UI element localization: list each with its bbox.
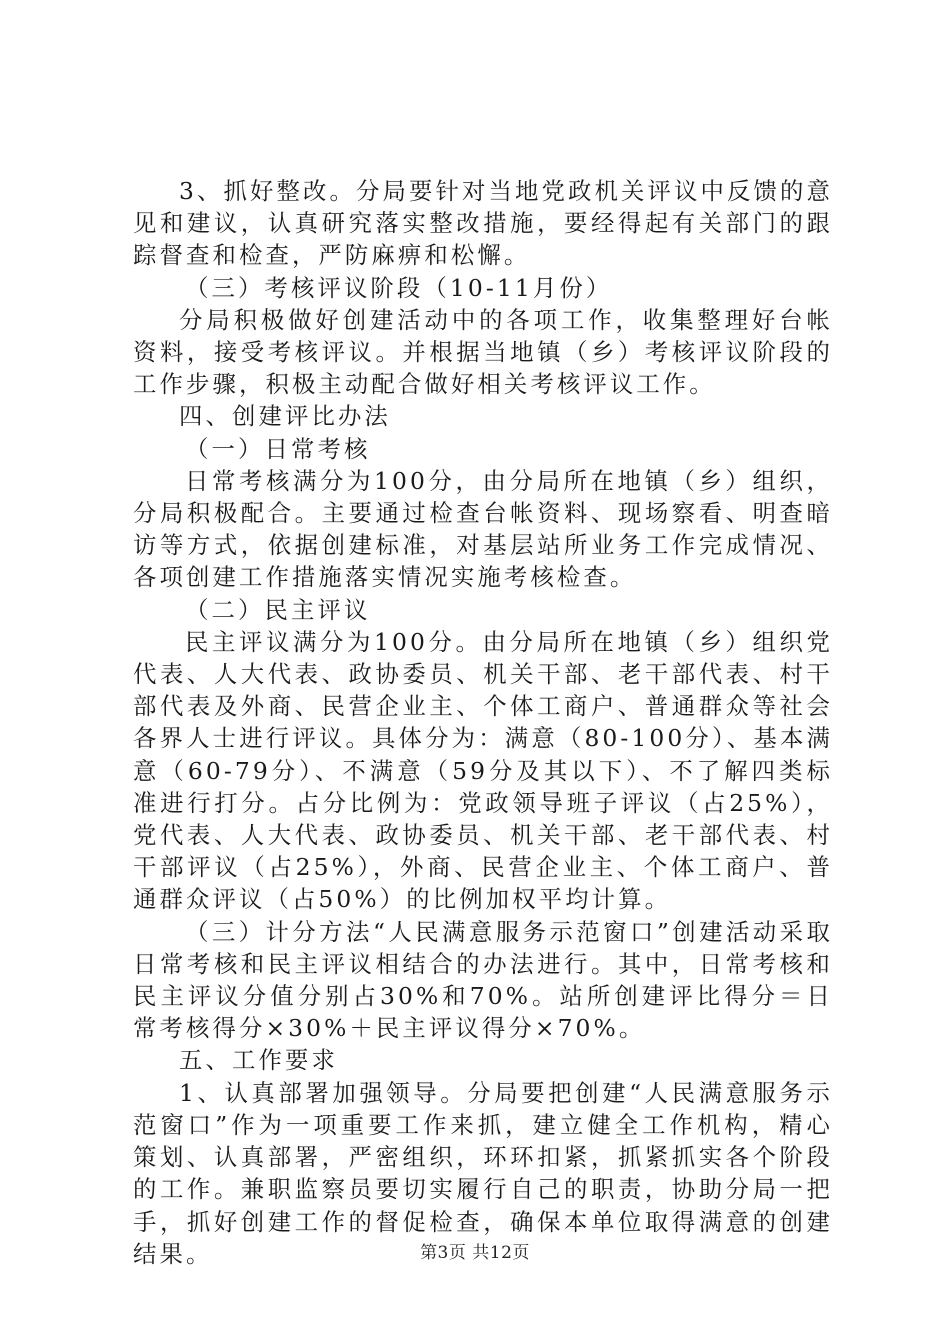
paragraph-assessment-stage: 分局积极做好创建活动中的各项工作，收集整理好台帐资料，接受考核评议。并根据当地镇（乡）考核评议阶段的工作步骤，积极主动配合做好相关考核评议工作。: [133, 305, 833, 399]
page-number-footer: 第3页 共12页: [420, 1243, 530, 1263]
paragraph-scoring-method: （三）计分方法“人民满意服务示范窗口”创建活动采取日常考核和民主评议相结合的办法进行。其中，日常考核和民主评议分值分别占30%和70%。站所创建评比得分＝日常考核得分×30%＋民主评议得分×70%。: [133, 917, 833, 1043]
document-body: [133, 175, 833, 1270]
paragraph-rectification: 3、抓好整改。分局要针对当地党政机关评议中反馈的意见和建议，认真研究落实整改措施，要经得起有关部门的跟踪督查和检查，严防麻痹和松懈。: [133, 177, 833, 270]
heading-work-requirements: 五、工作要求: [179, 1046, 338, 1075]
paragraph-democratic-review: 民主评议满分为100分。由分局所在地镇（乡）组织党代表、人大代表、政协委员、机关干部、老干部代表、村干部代表及外商、民营企业主、个体工商户、普通群众等社会各界人士进行评议。具体分为：满意（80-100分）、基本满意（60-79分）、不满意（59分及其以下）、不了解四类标准进行打分。占分比例为：党政领导班子评议（占25%），党代表、人大代表、政协委员、机关干部、老干部代表、村干部评议（占25%），外商、民营企业主、个体工商户、普通群众评议（占50%）的比例加权平均计算。: [133, 627, 833, 914]
heading-assessment-stage: （三）考核评议阶段（10-11月份）: [185, 273, 613, 302]
paragraph-daily-assessment: 日常考核满分为100分，由分局所在地镇（乡）组织，分局积极配合。主要通过检查台帐资料、现场察看、明查暗访等方式，依据创建标准，对基层站所业务工作完成情况、各项创建工作措施落实情况实施考核检查。: [133, 466, 833, 592]
heading-evaluation-method: 四、创建评比办法: [179, 402, 391, 431]
heading-daily-assessment: （一）日常考核: [185, 434, 371, 463]
heading-democratic-review: （二）民主评议: [185, 595, 371, 624]
paragraph-leadership: 1、认真部署加强领导。分局要把创建“人民满意服务示范窗口”作为一项重要工作来抓，建立健全工作机构，精心策划、认真部署，严密组织，环环扣紧，抓紧抓实各个阶段的工作。兼职监察员要切实履行自己的职责，协助分局一把手，抓好创建工作的督促检查，确保本单位取得满意的创建结果。: [133, 1078, 833, 1268]
